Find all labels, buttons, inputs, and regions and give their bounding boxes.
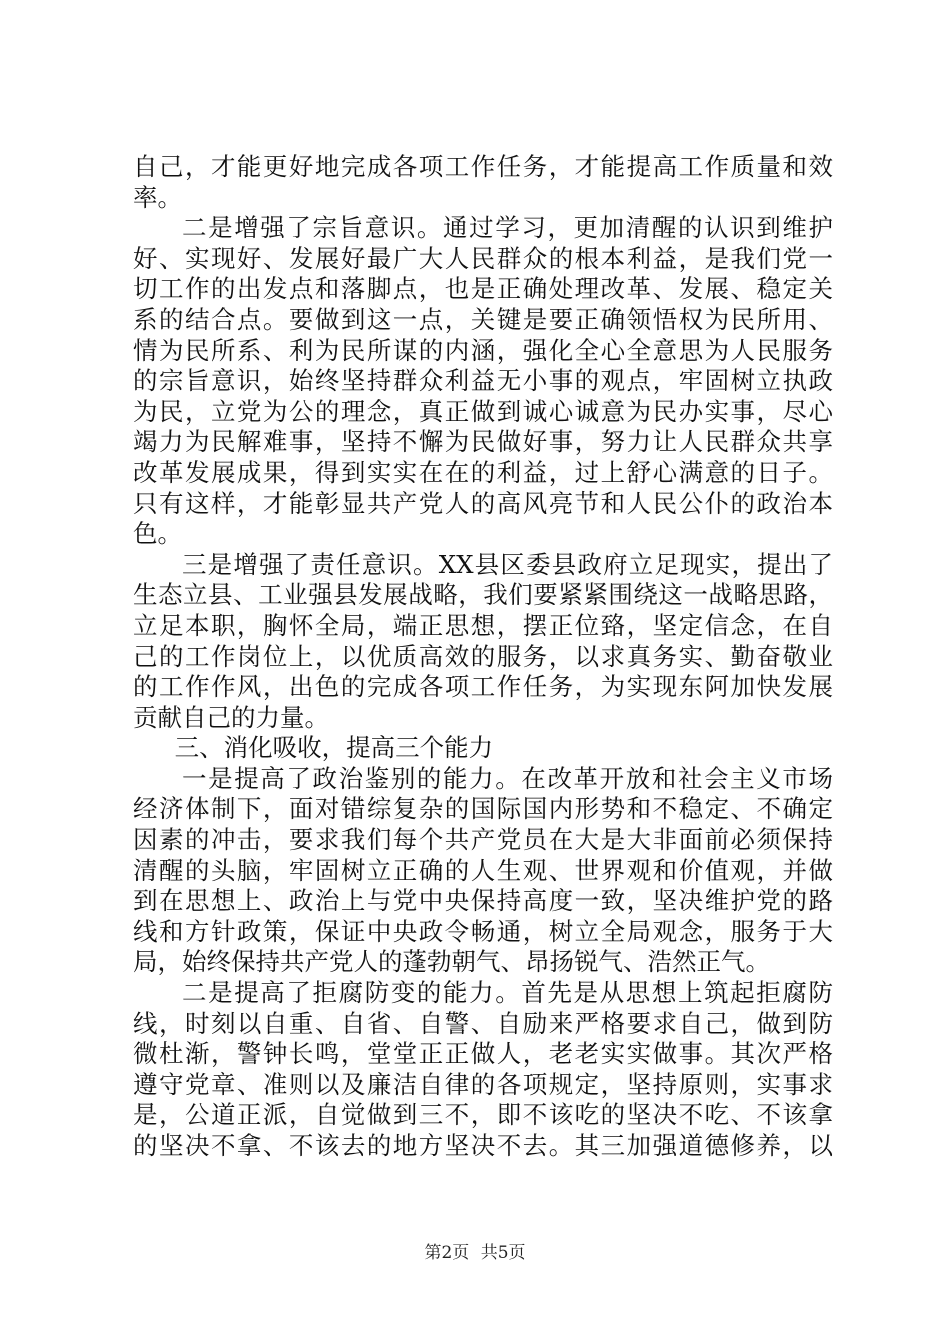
text-line: 切工作的出发点和落脚点，也是正确处理改革、发展、稳定关 <box>133 274 833 304</box>
text-line: 遵守党章、准则以及廉洁自律的各项规定，坚持原则，实事求 <box>133 1069 833 1099</box>
text-line: 率。 <box>133 182 182 212</box>
text-line: 线，时刻以自重、自省、自警、自励来严格要求自己，做到防 <box>133 1008 833 1038</box>
text-line: 改革发展成果，得到实实在在的利益，过上舒心满意的日子。 <box>133 457 833 487</box>
text-line: 只有这样，才能彰显共产党人的高风亮节和人民公仆的政治本 <box>133 488 833 518</box>
text-line: 色。 <box>133 519 182 549</box>
page-total: 共5页 <box>480 1243 526 1263</box>
text-line: 的宗旨意识，始终坚持群众利益无小事的观点，牢固树立执政 <box>133 366 833 396</box>
text-line: 的坚决不拿、不该去的地方坚决不去。其三加强道德修养，以 <box>133 1131 833 1160</box>
text-line: 二是增强了宗旨意识。通过学习，更加清醒的认识到维护 <box>182 213 833 243</box>
page-footer <box>0 1242 950 1264</box>
text-line: 一是提高了政治鉴别的能力。在改革开放和社会主义市场 <box>182 763 833 793</box>
text-line: 局，始终保持共产党人的蓬勃朝气、昂扬锐气、浩然正气。 <box>133 947 770 977</box>
text-line: 三、消化吸收，提高三个能力 <box>174 733 494 763</box>
text-line: 经济体制下，面对错综复杂的国际国内形势和不稳定、不确定 <box>133 794 833 824</box>
text-line: 生态立县、工业强县发展战略，我们要紧紧围绕这一战略思路， <box>133 580 833 610</box>
text-line: 二是提高了拒腐防变的能力。首先是从思想上筑起拒腐防 <box>182 978 833 1008</box>
text-line: 线和方针政策，保证中央政令畅通，树立全局观念，服务于大 <box>133 916 833 946</box>
text-line: 自己，才能更好地完成各项工作任务，才能提高工作质量和效 <box>133 152 833 181</box>
text-line: 微杜渐，警钟长鸣，堂堂正正做人，老老实实做事。其次严格 <box>133 1039 833 1069</box>
page-number: 第2页 <box>424 1243 470 1263</box>
text-line: 为民，立党为公的理念，真正做到诚心诚意为民办实事，尽心 <box>133 396 833 426</box>
text-line: 立足本职，胸怀全局，端正思想，摆正位臵，坚定信念，在自 <box>133 610 833 640</box>
text-line: 己的工作岗位上，以优质高效的服务，以求真务实、勤奋敬业 <box>133 641 833 671</box>
text-line: 因素的冲击，要求我们每个共产党员在大是大非面前必须保持 <box>133 825 833 855</box>
text-line: 到在思想上、政治上与党中央保持高度一致，坚决维护党的路 <box>133 886 833 916</box>
document-body <box>133 152 833 1162</box>
text-line: 是，公道正派，自觉做到三不，即不该吃的坚决不吃、不该拿 <box>133 1100 833 1130</box>
text-line: 好、实现好、发展好最广大人民群众的根本利益，是我们党一 <box>133 243 833 273</box>
text-line: 贡献自己的力量。 <box>133 702 329 732</box>
text-line: 系的结合点。要做到这一点，关键是要正确领悟权为民所用、 <box>133 304 833 334</box>
text-line: 三是增强了责任意识。XX县区委县政府立足现实，提出了 <box>182 549 833 579</box>
text-line: 的工作作风，出色的完成各项工作任务，为实现东阿加快发展 <box>133 672 833 702</box>
text-line: 情为民所系、利为民所谋的内涵，强化全心全意思为人民服务 <box>133 335 833 365</box>
text-line: 竭力为民解难事，坚持不懈为民做好事，努力让人民群众共享 <box>133 427 833 457</box>
text-line: 清醒的头脑，牢固树立正确的人生观、世界观和价值观，并做 <box>133 855 833 885</box>
